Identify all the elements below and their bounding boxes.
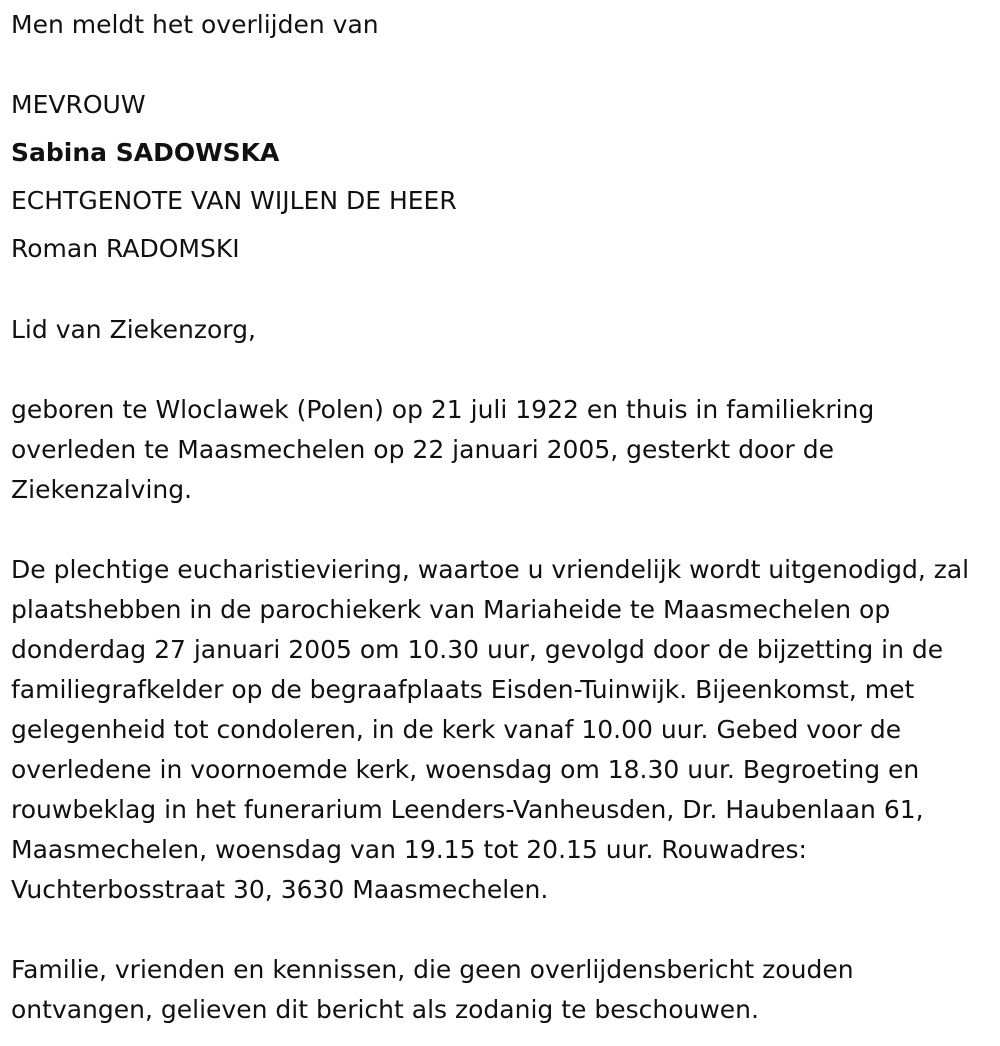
- funeral-details-paragraph: De plechtige eucharistieviering, waartoe u vriendelijk wordt uitgenodigd, zal plaatshebben in de parochiekerk van Mariaheide te Maasmechelen op donderdag 27 januari 2005 om 10.30 uur, gevolgd door de bijzetting in de familiegrafkelder op de begraafplaats Eisden-Tuinwijk. Bijeenkomst, met gelegenheid tot condoleren, in de kerk vanaf 10.00 uur. Gebed voor de overledene in voornoemde kerk, woensdag om 18.30 uur. Begroeting en rouwbeklag in het funerarium Leenders-Vanheusden, Dr. Haubenlaan 61, Maasmechelen, woensdag van 19.15 tot 20.15 uur. Rouwadres: Vuchterbosstraat 30, 3630 Maasmechelen.: [11, 555, 970, 904]
- deceased-name: Sabina SADOWSKA: [11, 138, 280, 167]
- spouse-relation: ECHTGENOTE VAN WIJLEN DE HEER: [11, 186, 457, 215]
- membership-text: Lid van Ziekenzorg,: [11, 315, 256, 344]
- honorific: MEVROUW: [11, 90, 146, 119]
- birth-death-paragraph: geboren te Wloclawek (Polen) op 21 juli 1922 en thuis in familiekring overleden te Maasmechelen op 22 januari 2005, gesterkt door de Ziekenzalving.: [11, 395, 875, 504]
- spouse-name: Roman RADOMSKI: [11, 234, 240, 263]
- intro-text: Men meldt het overlijden van: [11, 10, 379, 39]
- closing-paragraph: Familie, vrienden en kennissen, die geen overlijdensbericht zouden ontvangen, gelieven dit bericht als zodanig te beschouwen.: [11, 955, 854, 1024]
